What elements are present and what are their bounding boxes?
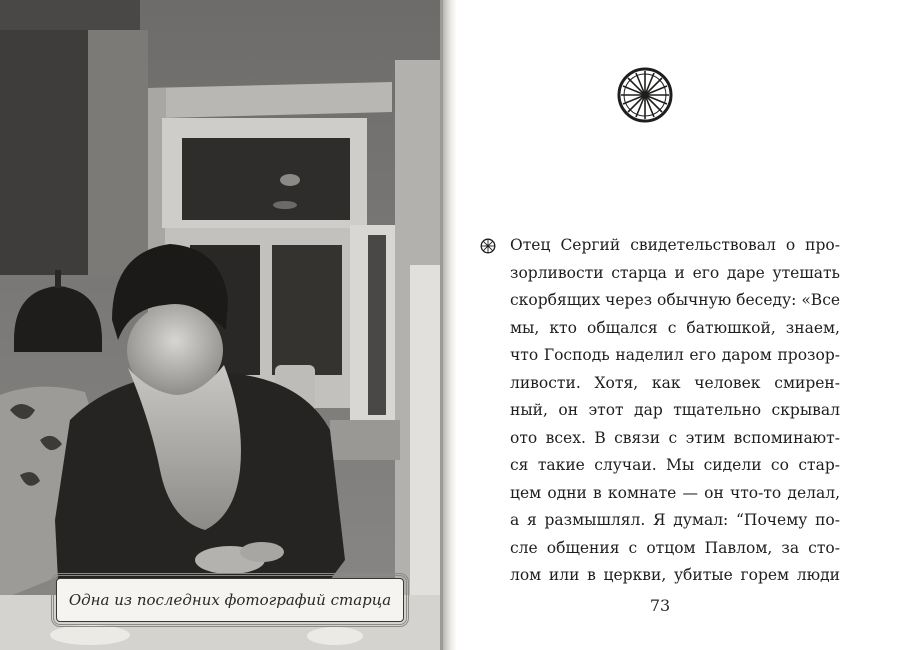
book-gutter: [443, 0, 457, 650]
page-number: 73: [649, 596, 671, 615]
text-line: что Господь наделил его даром прозор-: [510, 346, 840, 364]
text-line: лом или в церкви, убитые горем люди: [510, 566, 840, 584]
photo-caption-frame: [56, 578, 404, 622]
elder-photograph: [0, 0, 446, 650]
text-line: скорбящих через обычную беседу: «Все: [510, 291, 841, 309]
text-line: а я размышлял. Я думал: “Почему по-: [510, 511, 840, 529]
text-page: [457, 0, 904, 650]
body-paragraph: [510, 232, 840, 590]
text-line: ся такие случаи. Мы сидели со стар-: [510, 456, 840, 474]
text-line: цем одни в комнате — он что-то делал,: [510, 483, 840, 502]
photo-caption: Одна из последних фотографий старца: [68, 591, 392, 609]
text-line: ливости. Хотя, как человек смирен-: [510, 373, 840, 392]
wheel-bullet-icon: [480, 238, 496, 254]
text-line: мы, кто общался с батюшкой, знаем,: [510, 318, 840, 337]
text-line: сле общения с отцом Павлом, за сто-: [510, 538, 840, 557]
text-line: ный, он этот дар тщательно скрывал: [510, 401, 840, 419]
photo-page: [0, 0, 446, 650]
text-line: зорливости старца и его даре утешать: [510, 263, 840, 282]
text-line: ото всех. В связи с этим вспоминают-: [510, 428, 840, 447]
text-line: Отец Сергий свидетельствовал о про-: [510, 232, 840, 260]
wheel-ornament-icon: [616, 66, 674, 124]
